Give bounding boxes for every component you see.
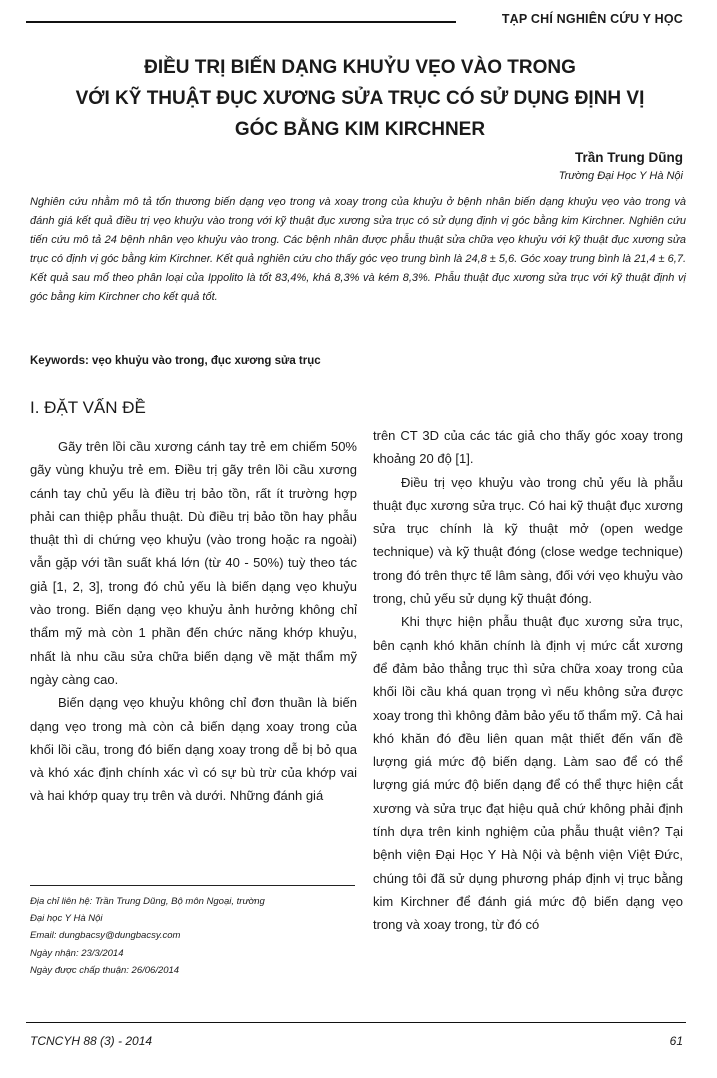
title-line: VỚI KỸ THUẬT ĐỤC XƯƠNG SỬA TRỤC CÓ SỬ DỤNG ĐỊNH VỊ	[75, 88, 645, 109]
header-rule	[26, 21, 456, 23]
paragraph: Điều trị vẹo khuỷu vào trong chủ yếu là phẫu thuật đục xương sửa trục. Có hai kỹ thuật đục xương sửa trục chính là kỹ thuật mở (open wedge technique) và kỹ thuật đóng (close wedge technique) trong đó trên thực tế lâm sàng, đối với vẹo khuỷu vào trong, chủ yếu sử dụng kỹ thuật đóng.	[373, 474, 683, 607]
footnote-line: Địa chỉ liên hệ: Trần Trung Dũng, Bộ môn Ngoại, trường	[30, 896, 265, 907]
page-number: 61	[669, 1034, 683, 1048]
footnote-accepted: Ngày được chấp thuận: 26/06/2014	[30, 964, 180, 976]
footnotes	[30, 893, 360, 979]
paragraph: Khi thực hiện phẫu thuật đục xương sửa trục, bên cạnh khó khăn chính là định vị mức cắt xương để đảm bảo thẳng trục thì sửa chữa xoay trong của khối lồi cầu khá quan trọng vì nếu không sửa được xoay trong thì không đảm bảo yếu tố thẩm mỹ. Cả hai khó khăn đó đều liên quan mật thiết đến vấn đề lượng giá mức độ biến dạng. Làm sao để có thể lượng giá mức độ biến dạng để có thể thực hiện cắt xương và sửa trục đạt hiệu quả chứ không phải định tính dựa trên kinh nghiệm của phẫu thuật viên? Tại bệnh viện Đại Học Y Hà Nội và bệnh viện Việt Đức, chúng tôi đã sử dụng phương pháp định vị trục bằng kim Kirchner để đánh giá mức độ biến dạng vẹo trong và xoay trong, từ đó có	[373, 614, 683, 933]
footnote-received: Ngày nhận: 23/3/2014	[30, 947, 124, 959]
journal-issue: TCNCYH 88 (3) - 2014	[30, 1034, 153, 1048]
footnote-rule	[30, 885, 355, 886]
paragraph: Biến dạng vẹo khuỷu không chỉ đơn thuần là biến dạng vẹo trong mà còn cả biến dạng xoay trong của khối lồi cầu, trong đó biến dạng xoay trong dễ bị bỏ qua và khó xác định chính xác vì có sự bù trừ của khớp vai và hai khớp quay trụ trên và dưới. Những đánh giá	[30, 695, 357, 804]
section-heading: I. ĐẶT VẤN ĐỀ	[30, 398, 146, 417]
article-title	[40, 52, 680, 145]
abstract: Nghiên cứu nhằm mô tả tổn thương biến dạng vẹo trong và xoay trong của khuỷu ở bệnh nhân biến dạng khuỷu vẹo vào trong và đánh giá kết quả điều trị vẹo khuỷu vào trong với kỹ thuật đục xương sửa trục có sử dụng định vị góc bằng kim Kirchner. Nghiên cứu tiến cứu mô tả 24 bệnh nhân vẹo khuỷu vào trong. Các bệnh nhân được phẫu thuật sửa chữa vẹo khuỷu với kỹ thuật đục xương sửa trục có định vị góc bằng kim Kirchner. Kết quả nghiên cứu cho thấy góc vẹo trung bình là 24,8 ± 5,6. Góc xoay trung bình là 21,4 ± 6,7. Kết quả sau mổ theo phân loại của Ippolito là tốt 83,4%, khá 8,3% và kém 8,3%. Phẫu thuật đục xương sửa trục với kỹ thuật định vị góc bằng kim Kirchner cho kết quả tốt.	[30, 196, 686, 304]
footer-rule	[26, 1022, 686, 1023]
footnote-email: Email: dungbacsy@dungbacsy.com	[30, 930, 181, 942]
title-line: GÓC BẰNG KIM KIRCHNER	[234, 119, 486, 140]
paragraph: Gãy trên lồi cầu xương cánh tay trẻ em chiếm 50% gãy vùng khuỷu trẻ em. Điều trị gãy trên lồi cầu xương cánh tay chủ yếu là điều trị bảo tồn, rất ít trường hợp phải can thiệp phẫu thuật. Dù điều trị bảo tồn hay phẫu thuật thì di chứng vẹo khuỷu (vào trong hoặc ra ngoài) vẫn gặp với tần suất khá lớn (từ 40 - 50%) tuỳ theo tác giả [1, 2, 3], trong đó chủ yếu là biến dạng vẹo khuỷu vào trong. Biến dạng vẹo khuỷu ảnh hưởng không chỉ thẩm mỹ mà còn 1 phần đến chức năng khớp khuỷu, nhất là nhu cầu sửa chữa biến dạng về mặt thẩm mỹ ngày càng cao.	[30, 439, 357, 687]
keywords: Keywords: vẹo khuỷu vào trong, đục xương sửa trục	[30, 355, 321, 367]
footnote-line: Đại học Y Hà Nội	[30, 913, 103, 925]
author-affiliation: Trường Đại Học Y Hà Nội	[558, 170, 683, 182]
right-column	[373, 424, 683, 937]
left-column	[30, 435, 357, 808]
author-name: Trần Trung Dũng	[575, 150, 683, 165]
journal-name: TẠP CHÍ NGHIÊN CỨU Y HỌC	[501, 12, 683, 26]
paragraph: trên CT 3D của các tác giả cho thấy góc xoay trong khoảng 20 độ [1].	[373, 428, 683, 467]
title-line: ĐIỀU TRỊ BIẾN DẠNG KHUỶU VẸO VÀO TRONG	[144, 57, 576, 78]
